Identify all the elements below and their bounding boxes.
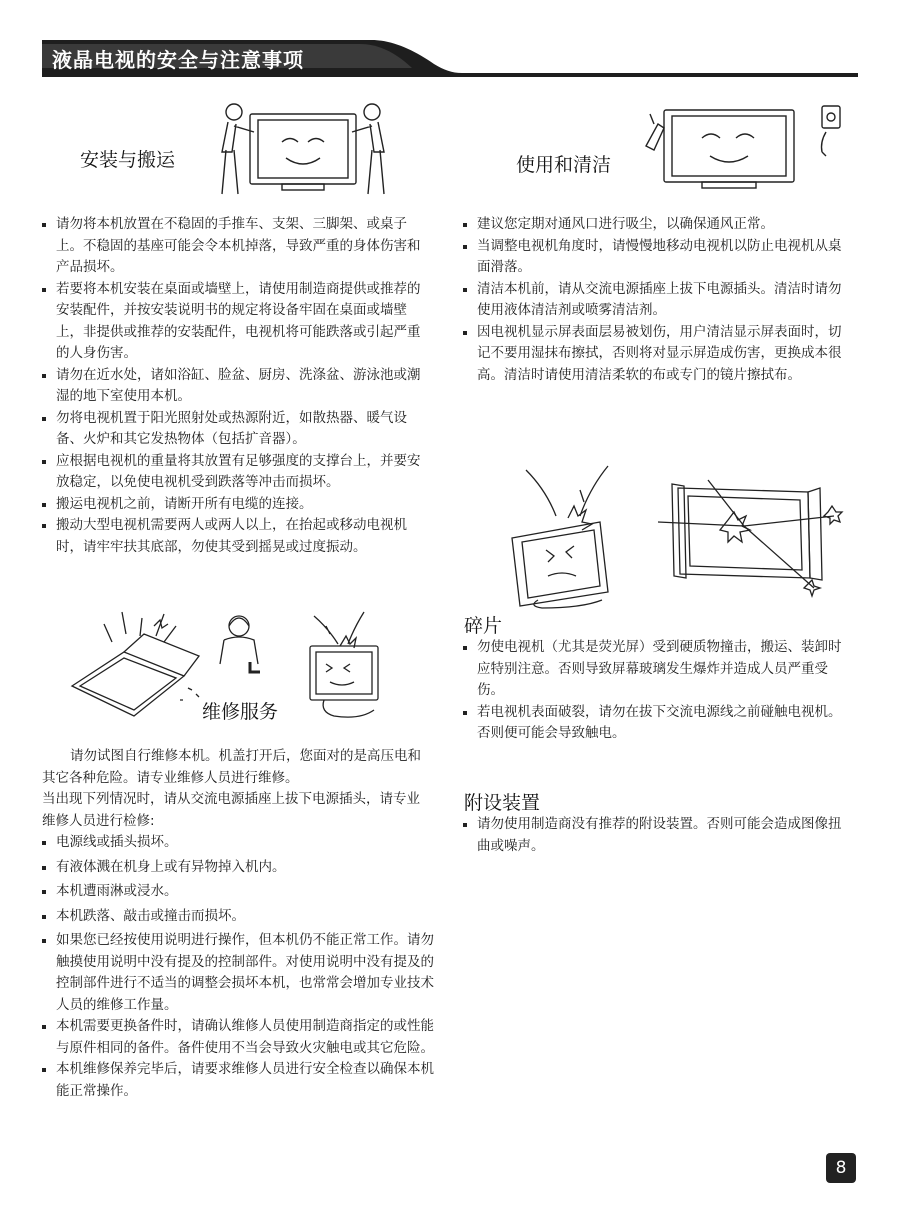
list-item: 本机维修保养完毕后，请要求维修人员进行安全检查以确保本机能正常操作。 xyxy=(42,1059,434,1102)
page-number: 8 xyxy=(826,1153,856,1183)
debris-list xyxy=(463,637,851,745)
accessory-list xyxy=(463,814,851,857)
list-item: 若电视机表面破裂，请勿在拔下交流电源线之前碰触电视机。否则便可能会导致触电。 xyxy=(463,702,851,745)
list-item: 本机跌落、敲击或撞击而损坏。 xyxy=(42,906,434,928)
list-item: 当调整电视机角度时，请慢慢地移动电视机以防止电视机从桌面滑落。 xyxy=(463,236,851,279)
section-title-use: 使用和清洁 xyxy=(516,154,612,176)
list-item: 本机遭雨淋或浸水。 xyxy=(42,881,434,903)
install-illustration xyxy=(212,100,392,204)
list-item: 本机需要更换备件时，请确认维修人员使用制造商指定的或性能与原件相同的备件。备件使用不当会导致火灾触电或其它危险。 xyxy=(42,1016,434,1059)
list-item: 应根据电视机的重量将其放置有足够强度的支撑台上，并要安放稳定，以免使电视机受到跌落等冲击而损坏。 xyxy=(42,451,432,494)
list-item: 请勿将本机放置在不稳固的手推车、支架、三脚架、或桌子上。不稳固的基座可能会令本机掉落，导致严重的身体伤害和产品损坏。 xyxy=(42,214,432,279)
list-item: 如果您已经按使用说明进行操作，但本机仍不能正常工作。请勿触摸使用说明中没有提及的控制部件。对使用说明中没有提及的控制部件进行不适当的调整会损坏本机，也常常会增加专业技术人员的维修工作量。 xyxy=(42,930,434,1016)
repair-list xyxy=(42,832,434,1102)
use-list xyxy=(463,214,851,386)
list-item: 请勿使用制造商没有推荐的附设装置。否则可能会造成图像扭曲或噪声。 xyxy=(463,814,851,857)
list-item: 若要将本机安装在桌面或墙壁上，请使用制造商提供或推荐的安装配件，并按安装说明书的规定将设备牢固在桌面或墙壁上，非提供或推荐的安装配件，电视机将可能跌落或引起严重的人身伤害。 xyxy=(42,279,432,365)
section-title-debris: 碎片 xyxy=(464,615,503,637)
list-item: 搬动大型电视机需要两人或两人以上，在抬起或移动电视机时，请牢牢扶其底部，勿使其受到摇晃或过度振动。 xyxy=(42,515,432,558)
repair-intro-2: 当出现下列情况时，请从交流电源插座上拔下电源插头，请专业维修人员进行检修: xyxy=(42,791,420,829)
install-list xyxy=(42,214,432,558)
list-item: 勿使电视机（尤其是荧光屏）受到硬质物撞击，搬运、装卸时应特别注意。否则导致屏幕玻璃发生爆炸并造成人员严重受伤。 xyxy=(463,637,851,702)
list-item: 有液体溅在机身上或有异物掉入机内。 xyxy=(42,857,434,879)
section-title-install: 安装与搬运 xyxy=(80,149,176,171)
list-item: 因电视机显示屏表面层易被划伤，用户清洁显示屏表面时，切记不要用湿抹布擦拭，否则将对显示屏造成伤害，更换成本很高。清洁时请使用清洁柔软的布或专门的镜片擦拭布。 xyxy=(463,322,851,387)
list-item: 请勿在近水处，诸如浴缸、脸盆、厨房、洗涤盆、游泳池或潮湿的地下室使用本机。 xyxy=(42,365,432,408)
section-title-accessory: 附设装置 xyxy=(464,792,541,814)
list-item: 搬运电视机之前，请断开所有电缆的连接。 xyxy=(42,494,432,516)
section-title-repair: 维修服务 xyxy=(202,701,279,723)
list-item: 建议您定期对通风口进行吸尘，以确保通风正常。 xyxy=(463,214,851,236)
cleaning-illustration xyxy=(640,104,846,194)
list-item: 电源线或插头损坏。 xyxy=(42,832,434,854)
debris-illustration xyxy=(508,460,852,608)
list-item: 勿将电视机置于阳光照射处或热源附近，如散热器、暖气设备、火炉和其它发热物体（包括扩音器）。 xyxy=(42,408,432,451)
page-header-title: 液晶电视的安全与注意事项 xyxy=(52,48,304,72)
repair-intro: 请勿试图自行维修本机。机盖打开后，您面对的是高压电和其它各种危险。请专业维修人员进行维修。 xyxy=(42,748,421,786)
list-item: 清洁本机前，请从交流电源插座上拔下电源插头。清洁时请勿使用液体清洁剂或喷雾清洁剂。 xyxy=(463,279,851,322)
